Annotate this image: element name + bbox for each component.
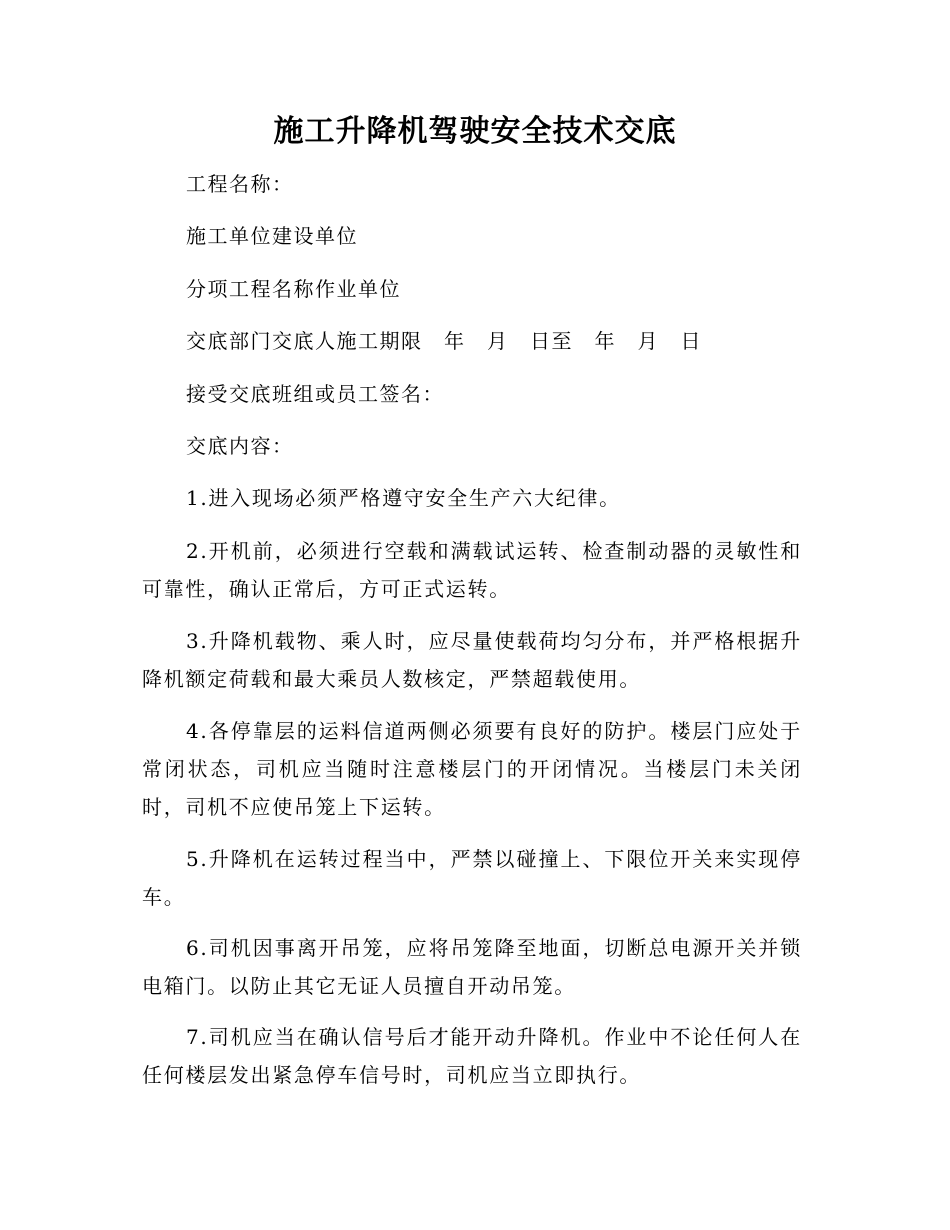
content-heading: 交底内容： — [186, 434, 294, 458]
project-name-line: 工程名称： — [186, 172, 294, 196]
handover-dept-line: 交底部门交底人施工期限 年 月 日至 年 月 日 — [186, 329, 702, 353]
signature-line: 接受交底班组或员工签名： — [186, 382, 444, 406]
item-5: 5.升降机在运转过程当中，严禁以碰撞上、下限位开关来实现停车。 — [142, 847, 802, 909]
item-4: 4.各停靠层的运料信道两侧必须要有良好的防护。楼层门应处于常闭状态，司机应当随时注意楼层门的开闭情况。当楼层门未关闭时，司机不应使吊笼上下运转。 — [142, 719, 802, 819]
sub-project-line: 分项工程名称作业单位 — [186, 277, 401, 301]
item-1: 1.进入现场必须严格遵守安全生产六大纪律。 — [186, 486, 621, 510]
document-title: 施工升降机驾驶安全技术交底 — [273, 114, 677, 149]
item-7: 7.司机应当在确认信号后才能开动升降机。作业中不论任何人在任何楼层发出紧急停车信号时，司机应当立即执行。 — [142, 1025, 802, 1087]
item-2: 2.开机前，必须进行空载和满载试运转、检查制动器的灵敏性和可靠性，确认正常后，方可正式运转。 — [142, 539, 802, 601]
construction-unit-line: 施工单位建设单位 — [186, 224, 358, 248]
item-3: 3.升降机载物、乘人时，应尽量使载荷均匀分布，并严格根据升降机额定荷载和最大乘员人数核定，严禁超载使用。 — [142, 629, 802, 691]
item-6: 6.司机因事离开吊笼，应将吊笼降至地面，切断总电源开关并锁电箱门。以防止其它无证人员擅自开动吊笼。 — [142, 936, 802, 998]
